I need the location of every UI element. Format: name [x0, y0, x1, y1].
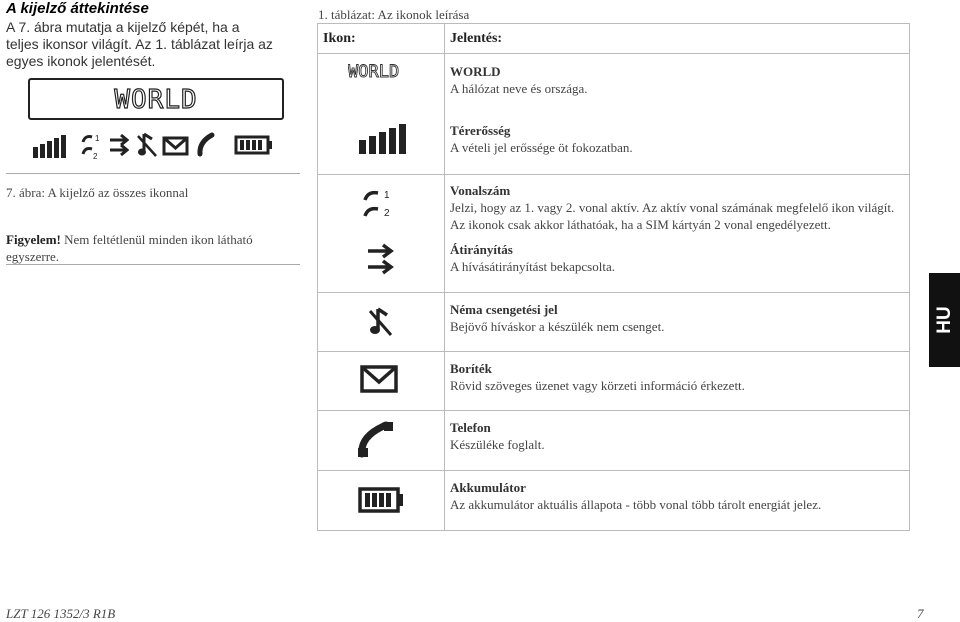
envelope-icon — [360, 364, 400, 394]
row-title: Térerősség — [450, 123, 511, 138]
row-divider — [318, 174, 909, 175]
table-row — [450, 241, 905, 275]
envelope-icon — [162, 130, 190, 160]
row-description: Az akkumulátor aktuális állapota - több vonal több tárolt energiát jelez. — [450, 497, 822, 512]
language-tab-label: HU — [933, 306, 955, 334]
column-divider — [444, 24, 445, 530]
battery-icon — [358, 486, 406, 514]
world-text-icon — [348, 60, 402, 82]
table-row — [450, 301, 905, 335]
table-row — [450, 182, 905, 233]
row-divider — [318, 470, 909, 471]
row-description: A hálózat neve és országa. — [450, 81, 588, 96]
display-text: WORLD — [114, 85, 198, 115]
row-divider — [318, 351, 909, 352]
header-meaning: Jelentés: — [450, 31, 503, 46]
document-id: LZT 126 1352/3 R1B — [6, 606, 116, 621]
svg-text:2: 2 — [384, 208, 390, 219]
row-title: Telefon — [450, 420, 491, 435]
table-row — [450, 419, 905, 453]
figure-caption: 7. ábra: A kijelző az összes ikonnal — [6, 185, 189, 200]
table-row — [450, 479, 905, 513]
warning-text: Nem feltétlenül minden ikon látható egyszerre. — [6, 232, 253, 264]
signal-strength-icon — [358, 122, 412, 156]
call-forward-icon — [108, 130, 132, 160]
row-description: A hívásátirányítást bekapcsolta. — [450, 259, 615, 274]
call-forward-icon — [366, 242, 396, 276]
row-title: Boríték — [450, 361, 492, 376]
header-icon: Ikon: — [323, 31, 356, 46]
phone-handset-icon — [356, 420, 402, 460]
row-description: Jelzi, hogy az 1. vagy 2. vonal aktív. Az aktív vonal számának megfelelő ikon világít. Az ikonok csak akkor láthatóak, ha a SIM kártyán 2 vonal engedélyezett. — [450, 200, 895, 232]
section-title: A kijelző áttekintése — [6, 0, 149, 17]
row-title: WORLD — [450, 64, 501, 79]
silent-ring-icon — [136, 130, 158, 160]
table-row — [450, 122, 905, 156]
row-title: Átirányítás — [450, 242, 513, 257]
divider — [6, 173, 300, 174]
page-number: 7 — [917, 606, 924, 621]
icon-table — [317, 23, 910, 531]
svg-text:WORLD: WORLD — [348, 62, 400, 82]
line-number-icon — [362, 186, 394, 222]
display-icon-row — [32, 130, 282, 166]
row-description: Készüléke foglalt. — [450, 437, 545, 452]
silent-ring-icon — [368, 305, 394, 339]
divider — [6, 264, 300, 265]
row-description: Rövid szöveges üzenet vagy körzeti információ érkezett. — [450, 378, 745, 393]
row-title: Akkumulátor — [450, 480, 526, 495]
signal-strength-icon — [32, 130, 70, 160]
phone-handset-icon — [196, 130, 222, 160]
svg-text:2: 2 — [93, 152, 98, 160]
table-row — [450, 360, 905, 394]
svg-text:1: 1 — [384, 190, 390, 201]
row-title: Néma csengetési jel — [450, 302, 558, 317]
line-number-icon — [80, 130, 104, 160]
svg-text:1: 1 — [95, 134, 100, 143]
language-tab — [929, 273, 960, 367]
row-divider — [318, 292, 909, 293]
row-divider — [318, 410, 909, 411]
warning-note — [6, 231, 296, 265]
table-row — [450, 63, 905, 97]
table-caption: 1. táblázat: Az ikonok leírása — [318, 7, 470, 22]
battery-icon — [234, 130, 274, 160]
intro-paragraph: A 7. ábra mutatja a kijelző képét, ha a teljes ikonsor világít. Az 1. táblázat leírja az egyes ikonok jelentését. — [6, 19, 273, 69]
row-description: Bejövő híváskor a készülék nem csenget. — [450, 319, 665, 334]
warning-label: Figyelem! — [6, 232, 61, 247]
display-illustration — [28, 78, 284, 120]
row-title: Vonalszám — [450, 183, 511, 198]
row-description: A vételi jel erőssége öt fokozatban. — [450, 140, 633, 155]
row-divider — [318, 53, 909, 54]
